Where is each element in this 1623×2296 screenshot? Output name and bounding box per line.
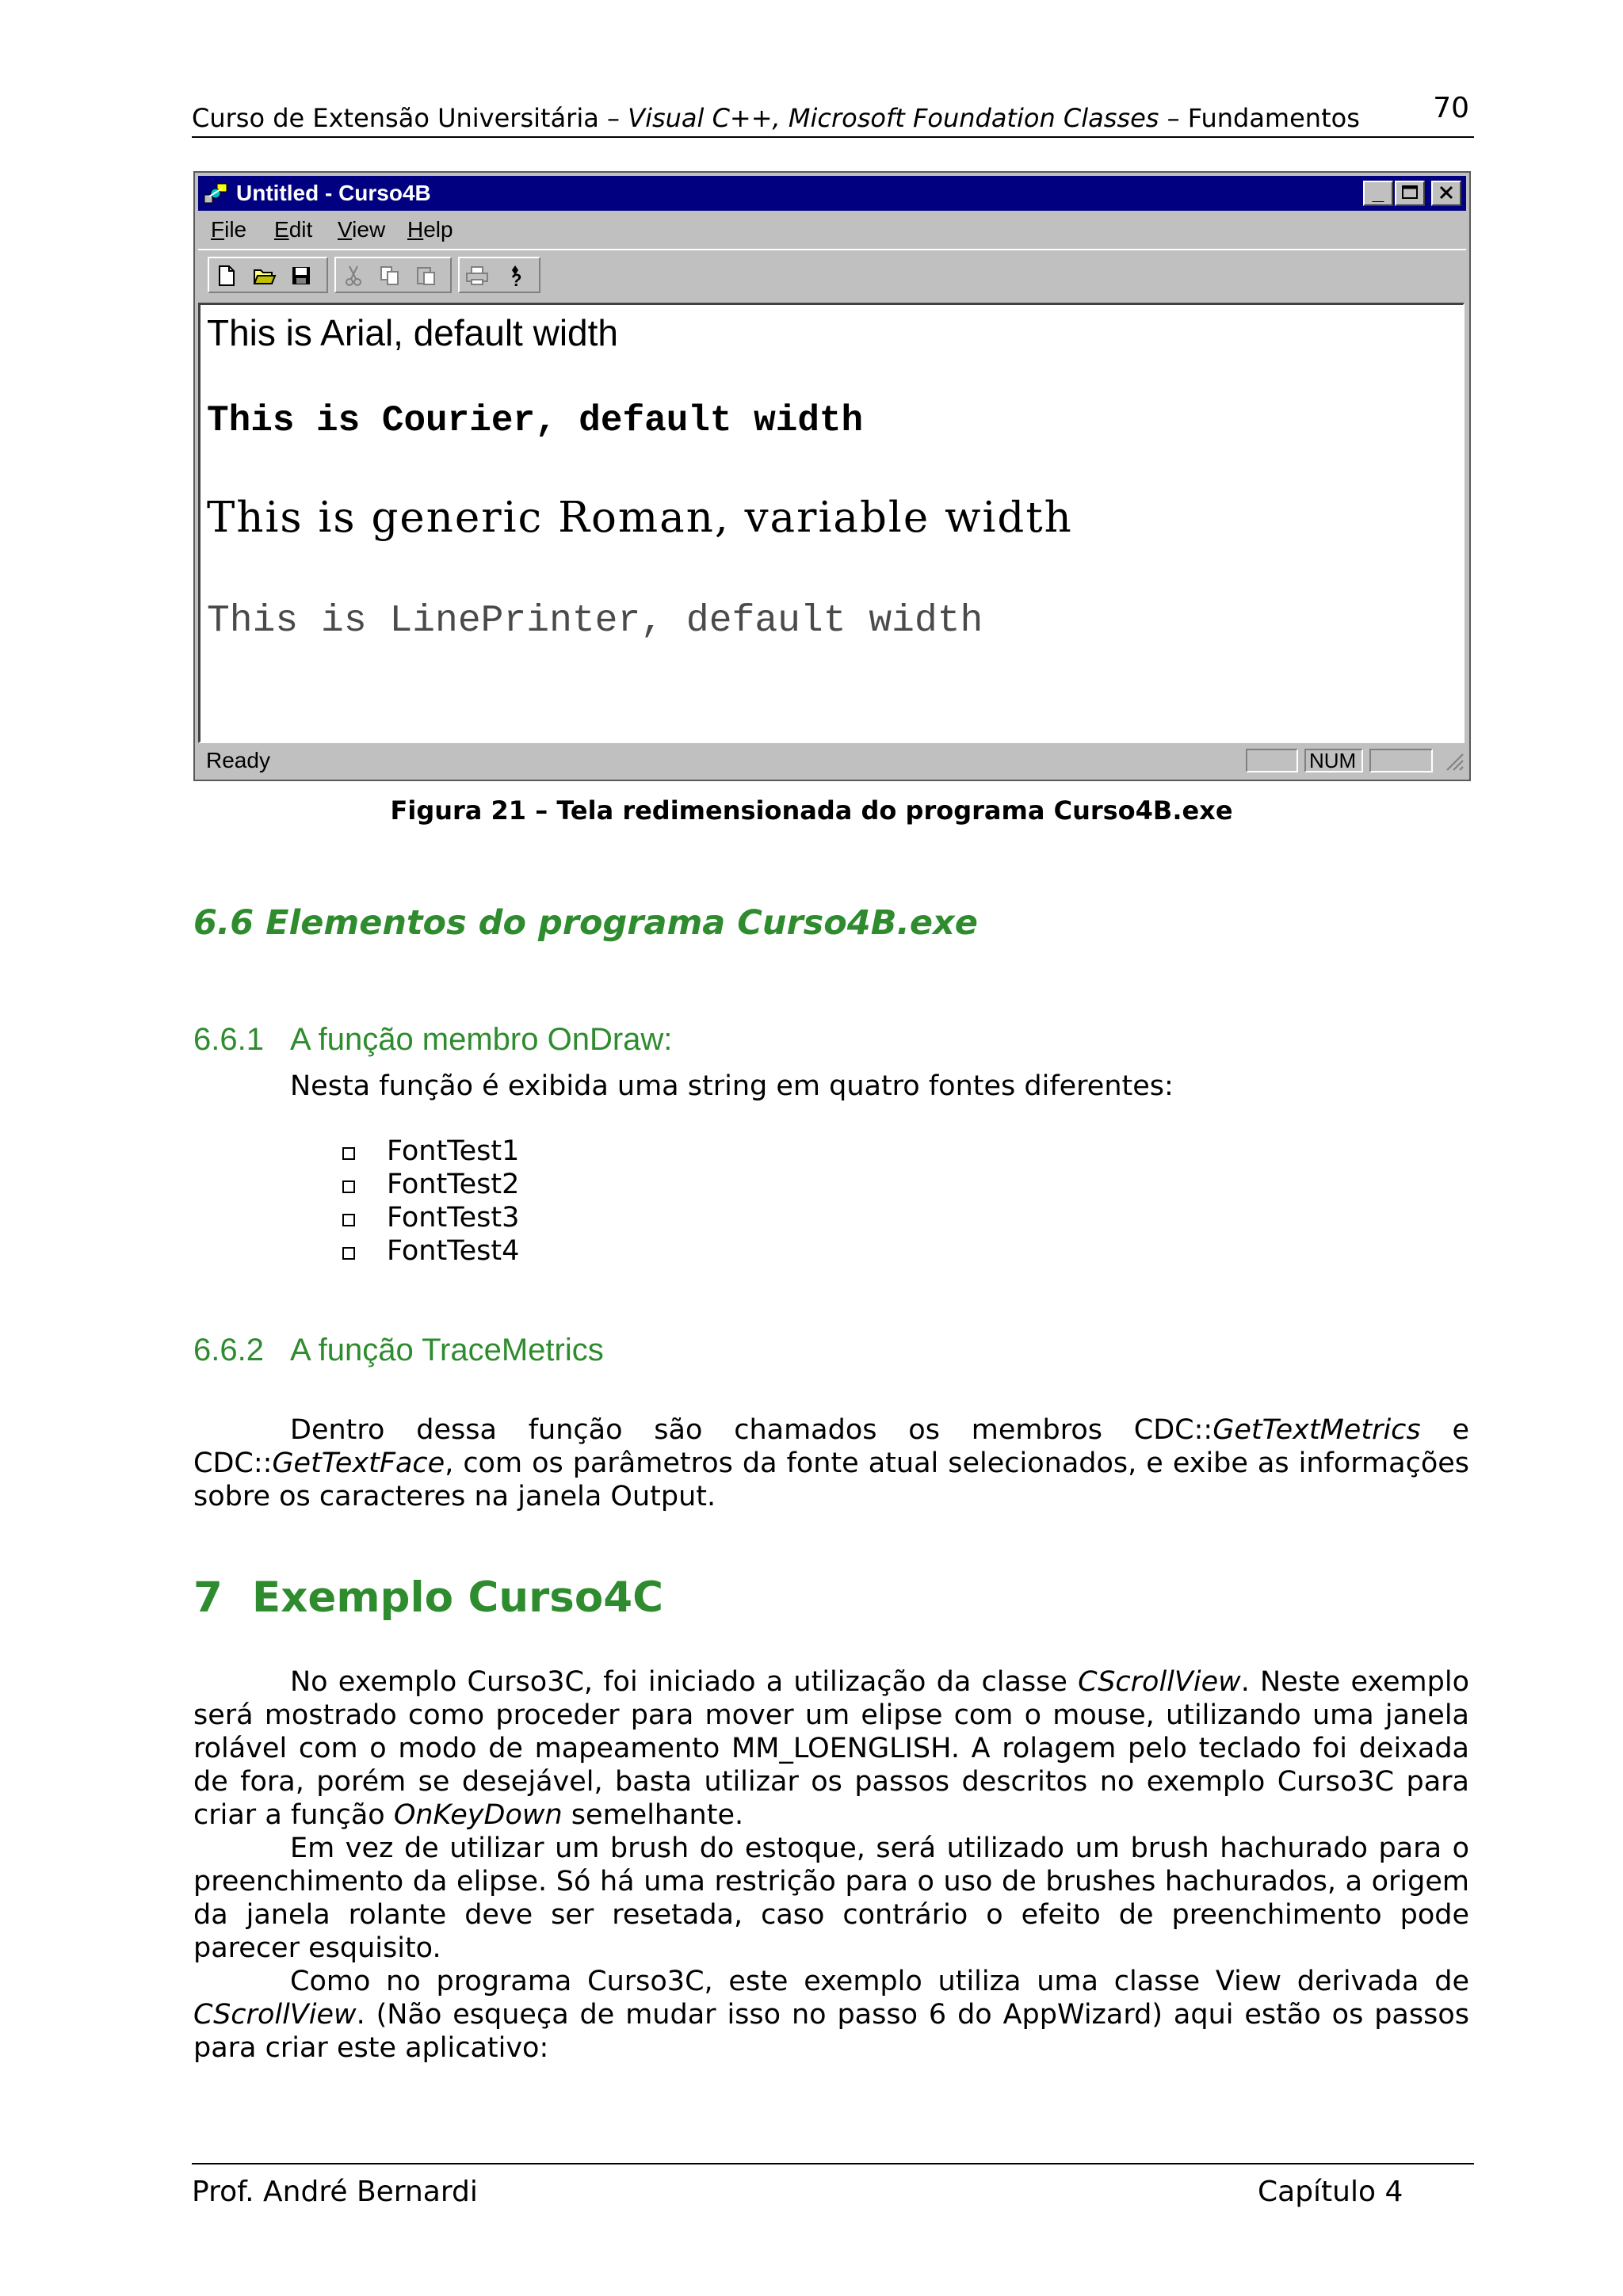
header-suffix: – Fundamentos (1159, 103, 1360, 133)
line-roman: This is generic Roman, variable width (207, 494, 1073, 542)
checkbox-bullet-icon (342, 1247, 355, 1260)
window-title: Untitled - Curso4B (236, 181, 431, 205)
help-button[interactable] (499, 261, 531, 290)
section-title: A função TraceMetrics (290, 1333, 604, 1367)
section-number: 6.6.1 (193, 1022, 264, 1057)
toolbar-file-group (208, 257, 328, 293)
open-button[interactable] (249, 261, 281, 290)
scissors-icon (344, 265, 363, 287)
save-button[interactable] (285, 261, 317, 290)
status-bar (198, 745, 1466, 776)
section-6-6-1-text: Nesta função é exibida uma string em quatro fontes diferentes: (290, 1070, 1174, 1102)
save-disk-icon (291, 265, 311, 286)
header-prefix: Curso de Extensão Universitária – (192, 103, 628, 133)
app-window-screenshot (193, 171, 1471, 781)
checkbox-bullet-icon (342, 1180, 355, 1193)
section-7-paragraph-1: No exemplo Curso3C, foi iniciado a utilização da classe CScrollView. Neste exemplo será mostrado como proceder para mover um elipse com o mouse, utilizando uma janela rolável com o modo de mapeamento MM_LOENGLISH. A rolagem pelo teclado foi deixada de fora, porém se desejável, basta utilizar os passos descritos no exemplo Curso3C para criar a função OnKeyDown semelhante. (193, 1666, 1470, 1831)
header-italic: Visual C++, Microsoft Foundation Classes (628, 103, 1159, 133)
line-lineprinter: This is LinePrinter, default width (207, 600, 983, 643)
minimize-icon: _ (1372, 181, 1384, 204)
status-pane-caps (1246, 749, 1298, 772)
toolbar-misc-group (458, 257, 540, 293)
close-icon (1438, 185, 1454, 200)
list-item: FontTest4 (342, 1234, 519, 1268)
footer-chapter: Capítulo 4 (1258, 2176, 1403, 2208)
status-pane-scroll (1369, 749, 1433, 772)
figure-caption: Figura 21 – Tela redimensionada do programa Curso4B.exe (390, 795, 1233, 826)
footer-author: Prof. André Bernardi (192, 2176, 478, 2208)
resize-grip-icon[interactable] (1442, 749, 1465, 772)
list-item: FontTest2 (342, 1168, 519, 1201)
menu-bar (198, 214, 1466, 246)
maximize-button[interactable] (1395, 181, 1425, 206)
minimize-button[interactable] (1363, 181, 1393, 206)
cut-button[interactable] (338, 261, 369, 290)
section-7-heading (193, 1573, 663, 1622)
page-header (192, 92, 1474, 138)
line-arial: This is Arial, default width (207, 312, 619, 353)
toolbar (198, 249, 1466, 299)
list-item: FontTest3 (342, 1201, 519, 1234)
section-6-6-2-heading (193, 1333, 604, 1368)
status-pane-num: NUM (1304, 749, 1363, 772)
client-area (198, 303, 1465, 743)
menu-help[interactable]: Help (407, 217, 453, 242)
section-number: 7 (193, 1573, 223, 1622)
line-courier: This is Courier, default width (207, 400, 864, 441)
print-button[interactable] (461, 261, 493, 290)
help-question-icon (505, 264, 525, 288)
checkbox-bullet-icon (342, 1214, 355, 1226)
paste-button[interactable] (411, 261, 442, 290)
list-item: FontTest1 (342, 1135, 519, 1168)
section-6-6-2-paragraph: Dentro dessa função são chamados os membros CDC::GetTextMetrics e CDC::GetTextFace, com os parâmetros da fonte atual selecionados, e exibe as informações sobre os caracteres na janela Output. (193, 1414, 1469, 1512)
section-number: 6.6.2 (193, 1333, 264, 1367)
copy-button[interactable] (374, 261, 406, 290)
font-test-list (342, 1135, 519, 1268)
section-6-6-1-heading (193, 1022, 672, 1058)
printer-icon (465, 265, 489, 286)
title-bar (198, 176, 1466, 211)
app-icon (203, 181, 230, 206)
toolbar-edit-group (334, 257, 452, 293)
status-text: Ready (206, 748, 270, 772)
paste-clipboard-icon (415, 265, 437, 287)
new-file-icon (217, 265, 236, 287)
svg-text:?: ? (511, 270, 522, 288)
close-button[interactable] (1431, 181, 1461, 206)
copy-icon (379, 265, 401, 287)
page-footer (192, 2163, 1474, 2208)
section-title: Exemplo Curso4C (252, 1573, 664, 1622)
section-6-6-heading: 6.6 Elementos do programa Curso4B.exe (193, 903, 978, 943)
menu-file[interactable]: File (211, 217, 247, 242)
section-title: A função membro OnDraw: (290, 1022, 673, 1057)
new-button[interactable] (211, 261, 242, 290)
page-number: 70 (1433, 92, 1469, 124)
open-folder-icon (253, 265, 277, 286)
checkbox-bullet-icon (342, 1147, 355, 1160)
section-7-paragraph-2: Em vez de utilizar um brush do estoque, será utilizado um brush hachurado para o preenchimento da elipse. Só há uma restrição para o uso de brushes hachurados, a origem da janela rolante deve ser resetada, caso contrário o efeito de preenchimento pode parecer esquisito. (193, 1833, 1469, 1964)
menu-edit[interactable]: Edit (274, 217, 313, 242)
section-7-paragraph-3: Como no programa Curso3C, este exemplo utiliza uma classe View derivada de CScrollView. (Não esqueça de mudar isso no passo 6 do AppWizard) aqui estão os passos para criar este aplicativo: (193, 1966, 1469, 2064)
menu-view[interactable]: View (338, 217, 386, 242)
maximize-icon (1401, 185, 1419, 200)
